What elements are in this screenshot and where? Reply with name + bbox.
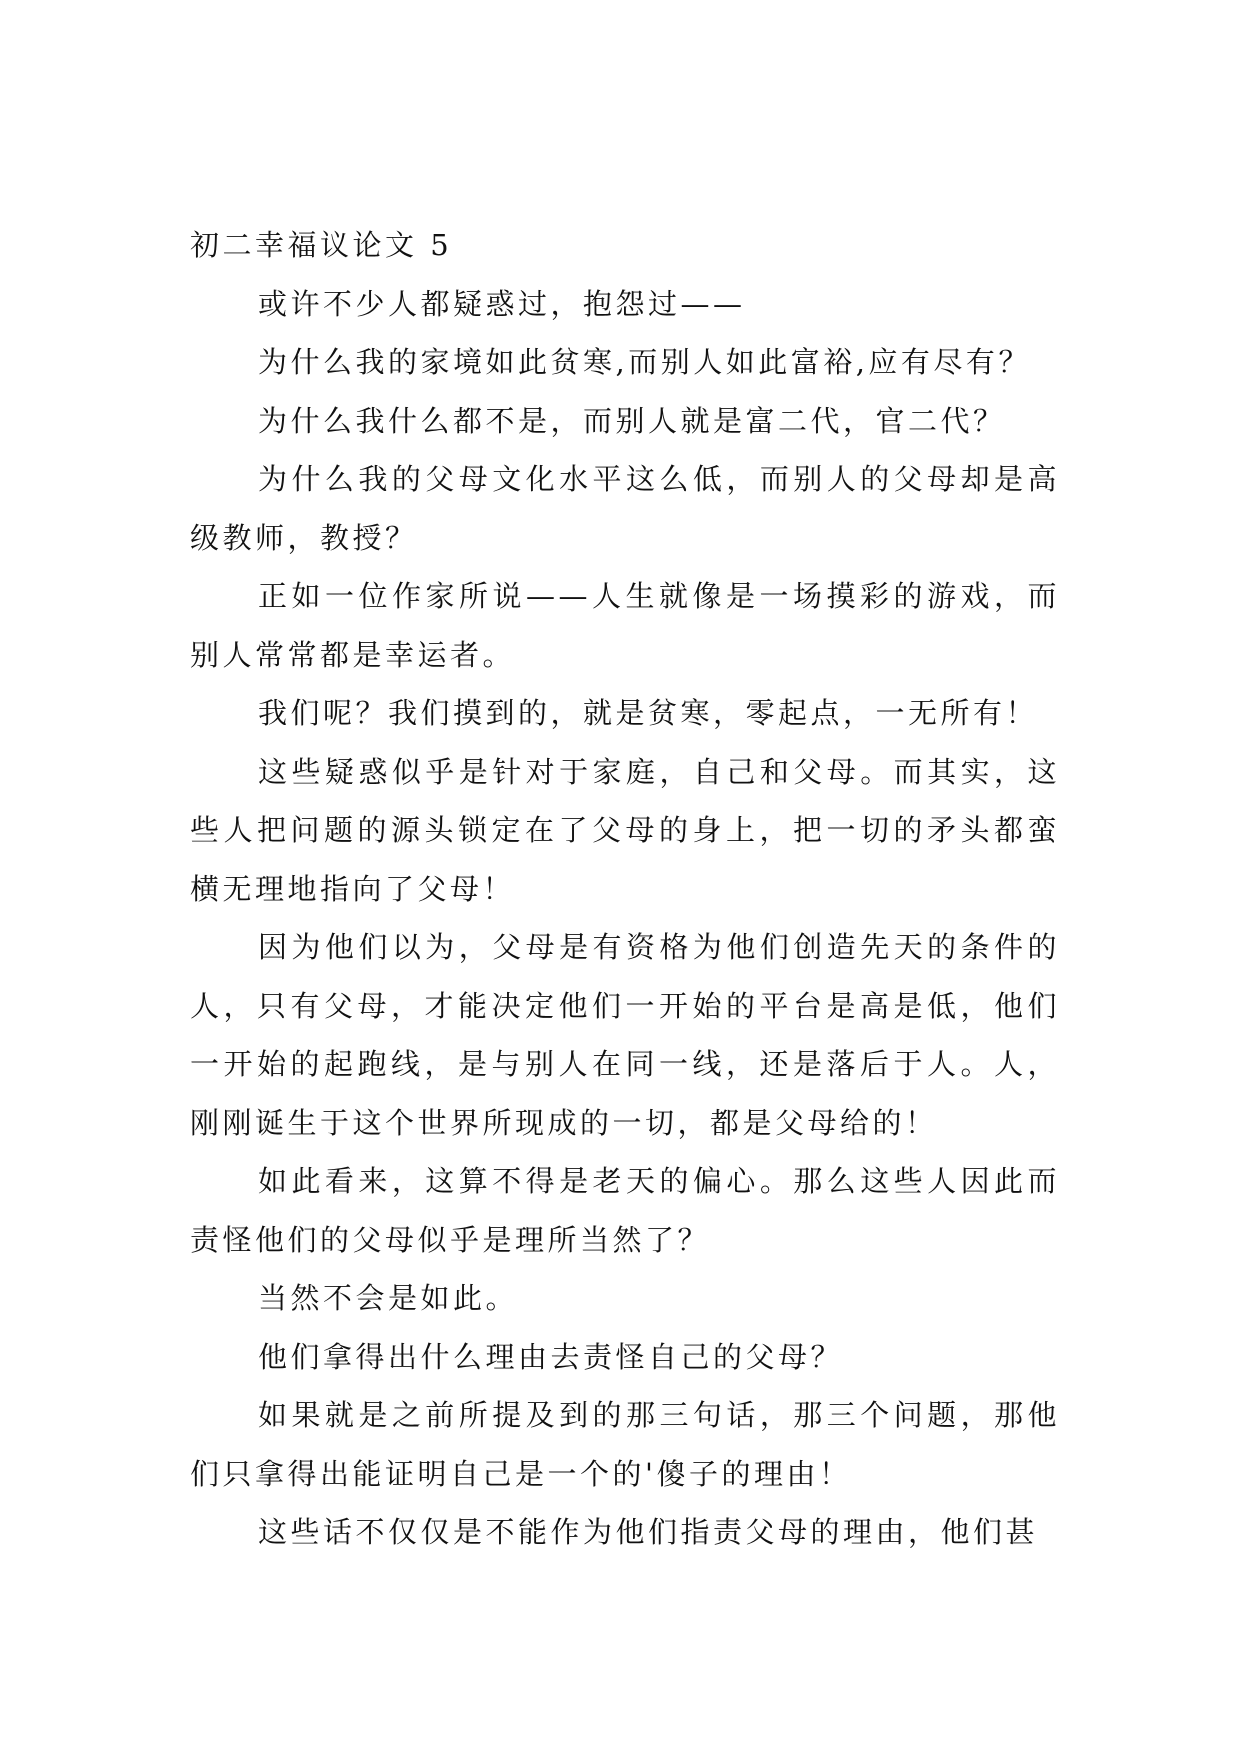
paragraph-8: 因为他们以为，父母是有资格为他们创造先天的条件的人，只有父母，才能决定他们一开始的平台是高是低，他们一开始的起跑线，是与别人在同一线，还是落后于人。人，刚刚诞生于这个世界所现成的一切，都是父母给的！ [190,930,1060,1140]
document-body [190,216,1060,1562]
document-title: 初二幸福议论文 5 [190,228,453,262]
paragraph-10: 当然不会是如此。 [258,1281,519,1315]
paragraph-5: 正如一位作家所说——人生就像是一场摸彩的游戏，而别人常常都是幸运者。 [190,579,1060,672]
paragraph-9: 如此看来，这算不得是老天的偏心。那么这些人因此而责怪他们的父母似乎是理所当然了？ [190,1164,1060,1257]
paragraph-13: 这些话不仅仅是不能作为他们指责父母的理由，他们甚 [258,1515,1039,1549]
paragraph-1: 或许不少人都疑惑过，抱怨过—— [258,286,746,321]
paragraph-2: 为什么我的家境如此贫寒,而别人如此富裕,应有尽有？ [258,345,1031,379]
paragraph-3: 为什么我什么都不是，而别人就是富二代，官二代？ [258,403,1006,438]
paragraph-4: 为什么我的父母文化水平这么低，而别人的父母却是高级教师，教授？ [190,462,1060,555]
paragraph-6: 我们呢？我们摸到的，就是贫寒，零起点，一无所有！ [258,696,1039,730]
paragraph-12: 如果就是之前所提及到的那三句话，那三个问题，那他们只拿得出能证明自己是一个的'傻子的理由！ [190,1398,1060,1491]
paragraph-11: 他们拿得出什么理由去责怪自己的父母？ [258,1339,844,1374]
paragraph-7: 这些疑惑似乎是针对于家庭，自己和父母。而其实，这些人把问题的源头锁定在了父母的身上，把一切的矛头都蛮横无理地指向了父母！ [190,754,1060,906]
